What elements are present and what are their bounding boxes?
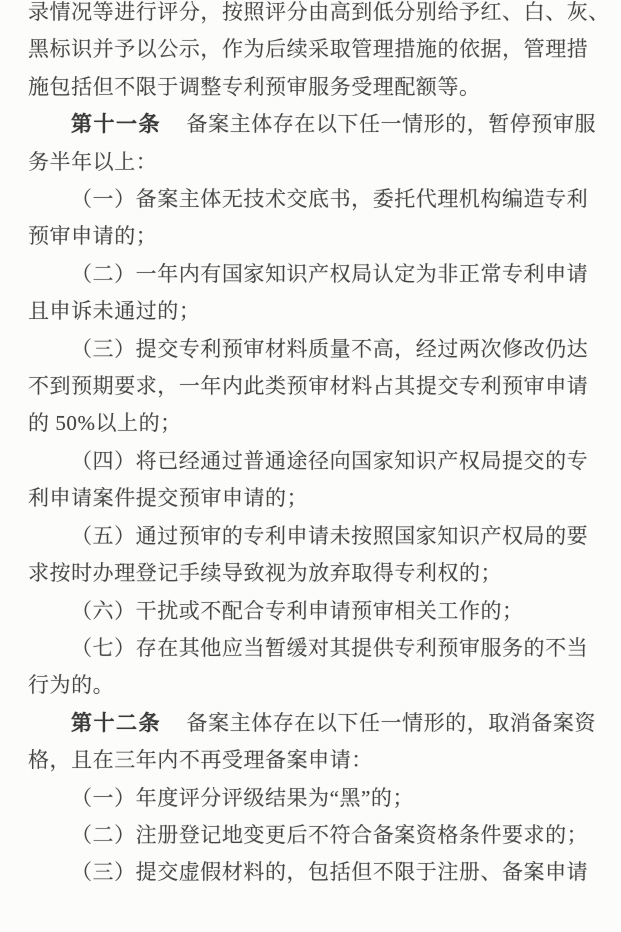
text-line [28,854,605,891]
text-line-content: （六）干扰或不配合专利申请预审相关工作的； [71,598,524,623]
text-line [28,742,605,779]
text-line-content: 行为的。 [28,673,115,698]
article-number: 第十一条 [71,112,161,137]
text-line-content: 预审申请的； [28,224,158,249]
text-line [28,443,605,480]
text-line-content: （五）通过预审的专利申请未按照国家知识产权局的要 [71,523,589,548]
text-line [28,630,605,667]
text-line-content: 且申诉未通过的； [28,299,201,324]
article-number: 第十二条 [71,710,161,735]
text-line [28,181,605,218]
text-line [28,256,605,293]
text-line-content: 务半年以上： [28,149,158,174]
text-line-content: （四）将已经通过普通途径向国家知识产权局提交的专 [71,448,589,473]
text-line-content: 利申请案件提交预审申请的； [28,486,309,511]
text-line [28,31,605,68]
text-line [28,106,605,143]
text-line-content: （三）提交专利预审材料质量不高，经过两次修改仍达 [71,336,589,361]
text-line-content: 黑标识并予以公示，作为后续采取管理措施的依据，管理措 [28,37,589,62]
text-line [28,518,605,555]
text-line-content: （七）存在其他应当暂缓对其提供专利预审服务的不当 [71,635,589,660]
text-line [28,705,605,742]
text-line-content: 的 50%以上的； [28,411,182,436]
text-line-content: （二）注册登记地变更后不符合备案资格条件要求的； [71,822,589,847]
text-line-content: （三）提交虚假材料的，包括但不限于注册、备案申请 [71,860,589,885]
text-line [28,144,605,181]
text-line [28,218,605,255]
text-line-content: 施包括但不限于调整专利预审服务受理配额等。 [28,74,481,99]
text-line [28,817,605,854]
text-line [28,368,605,405]
text-line [28,780,605,817]
text-line [28,480,605,517]
text-line-content: 录情况等进行评分，按照评分由高到低分别给予红、白、灰、 [28,0,610,24]
text-line [28,0,610,31]
text-line-content: 不到预期要求，一年内此类预审材料占其提交专利预审申请 [28,374,589,399]
text-line [28,405,605,442]
text-line [28,293,605,330]
text-line-content: 求按时办理登记手续导致视为放弃取得专利权的； [28,561,503,586]
text-line-content: 格，且在三年内不再受理备案申请： [28,748,373,773]
text-line [28,555,605,592]
text-line-content: （一）备案主体无技术交底书，委托代理机构编造专利 [71,187,589,212]
text-line [28,593,605,630]
text-line-content: 备案主体存在以下任一情形的，暂停预审服 [165,112,596,137]
text-line [28,331,605,368]
text-line-content: （一）年度评分评级结果为“黑”的； [71,785,414,810]
text-line [28,667,605,704]
text-line-content: 备案主体存在以下任一情形的，取消备案资 [165,710,596,735]
text-line-content: （二）一年内有国家知识产权局认定为非正常专利申请 [71,261,589,286]
document-text-block [28,0,610,892]
text-line [28,69,605,106]
